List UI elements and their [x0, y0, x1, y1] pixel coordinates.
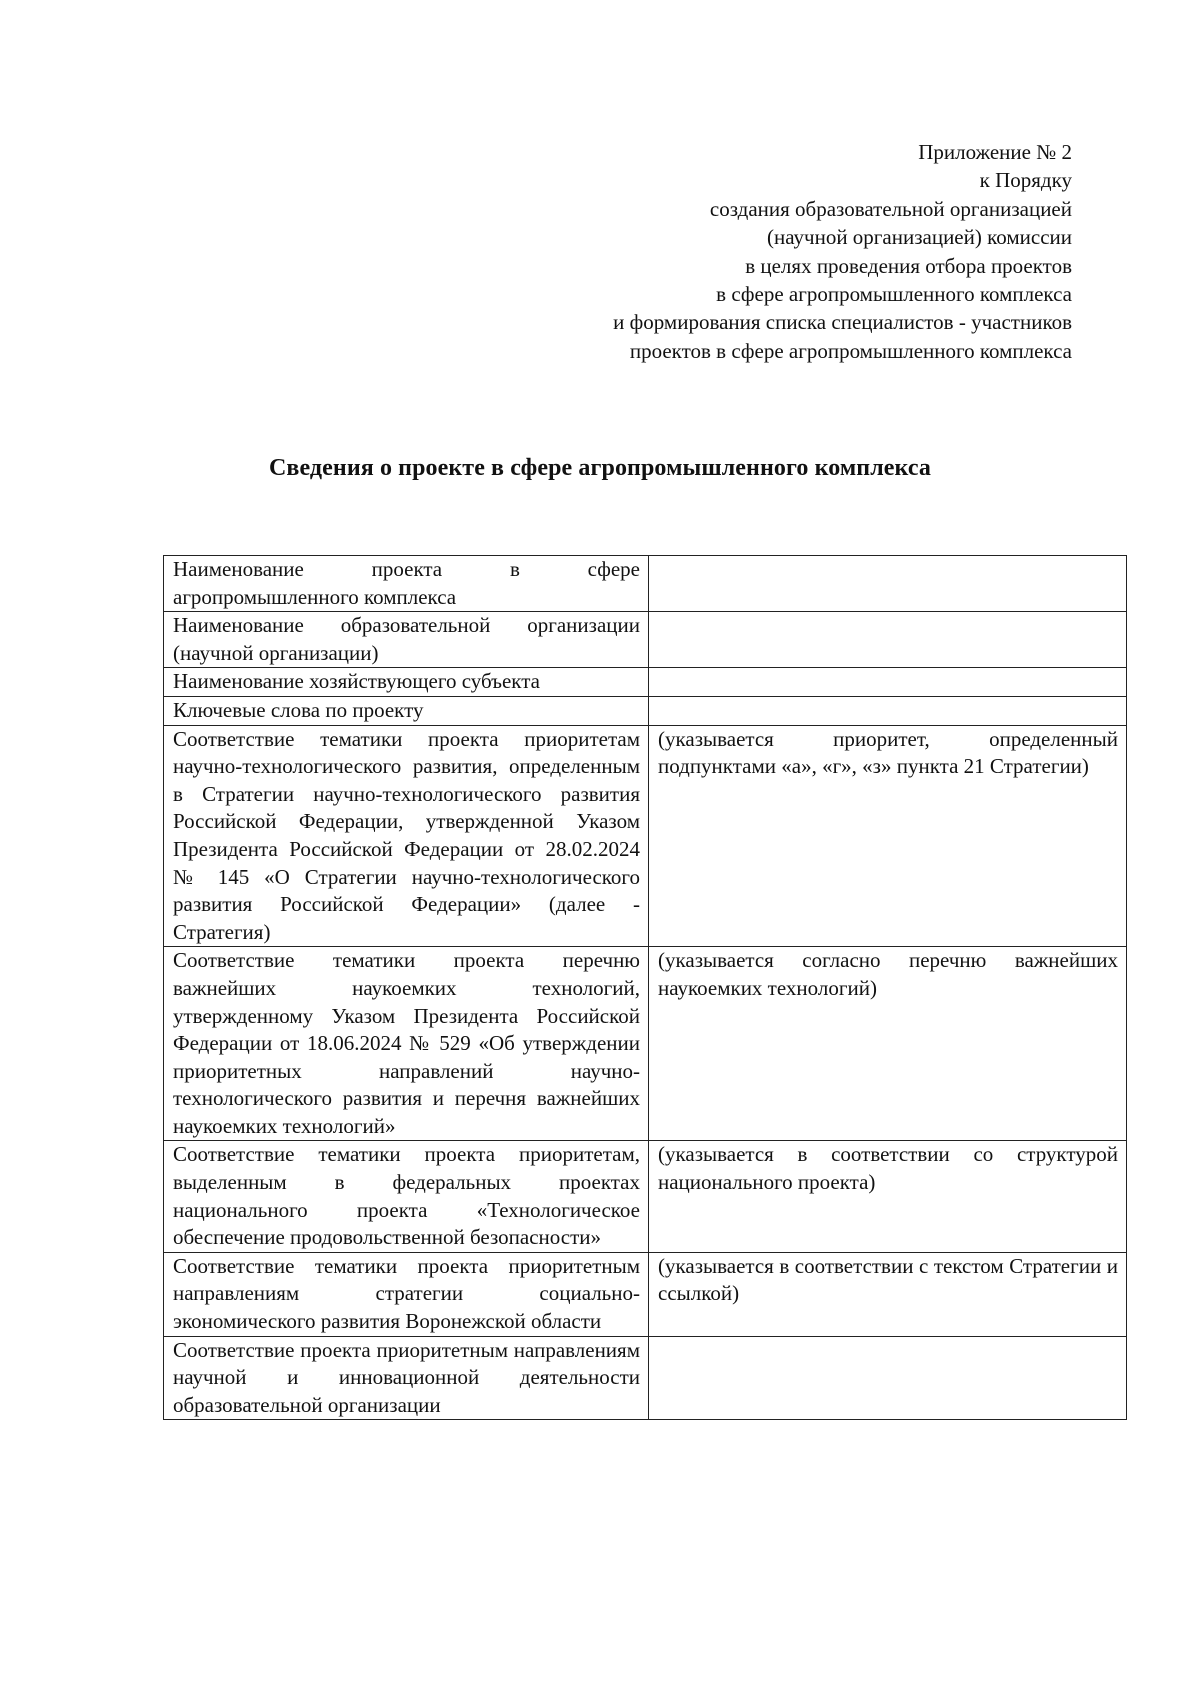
row-value: (указывается согласно перечню важнейших наукоемких технологий) — [658, 948, 1118, 1000]
row-label-cell — [164, 1252, 649, 1336]
row-value-cell — [649, 556, 1127, 612]
header-line: создания образовательной организацией — [709, 196, 1072, 221]
row-label-cell — [164, 696, 649, 725]
table-row — [164, 612, 1127, 668]
document-title: Сведения о проекте в сфере агропромышленного комплекса — [268, 455, 932, 481]
row-value: (указывается в соответствии со структурой национального проекта) — [658, 1142, 1118, 1195]
row-label: Соответствие тематики проекта приоритетам научно-технологического развития, определенным в Стратегии научно-технологического развития Российской Федерации, утвержденной Указом Президента Российской Федерации от 28.02.2024 № 145 «О Стратегии научно-технологического развития Российской Федерации» (далее - Стратегия) — [173, 726, 640, 944]
row-label: Наименование образовательной организации (научной организации) — [173, 613, 640, 665]
row-label: Соответствие тематики проекта приоритетам, выделенным в федеральных проектах национального проекта «Технологическое обеспечение продовольственной безопасности» — [173, 1142, 640, 1250]
row-label-cell — [164, 1141, 649, 1252]
row-label-cell — [164, 668, 649, 697]
row-value-cell — [649, 1252, 1127, 1336]
appendix-header — [452, 138, 1072, 365]
table-row — [164, 1141, 1127, 1252]
row-label: Соответствие тематики проекта приоритетным направлениям стратегии социально-экономического развития Воронежской области — [173, 1253, 640, 1334]
row-value-cell — [649, 725, 1127, 947]
row-value: (указывается в соответствии с текстом Стратегии и ссылкой) — [658, 1253, 1118, 1306]
row-label: Соответствие проекта приоритетным направлениям научной и инновационной деятельности образовательной организации — [173, 1337, 640, 1417]
row-value-cell — [649, 696, 1127, 725]
header-line: к Порядку — [979, 168, 1072, 193]
row-label: Соответствие тематики проекта перечню важнейших наукоемких технологий, утвержденному Указом Президента Российской Федерации от 18.06.2024 № 529 «Об утверждении приоритетных направлений научно-технологического развития и перечня важнейших наукоемких технологий» — [173, 948, 640, 1138]
row-value-cell — [649, 1336, 1127, 1420]
row-label: Ключевые слова по проекту — [173, 697, 424, 722]
row-label: Наименование проекта в сфере агропромышленного комплекса — [173, 557, 640, 609]
row-label-cell — [164, 556, 649, 612]
row-label-cell — [164, 612, 649, 668]
header-line: Приложение № 2 — [918, 140, 1072, 164]
row-label-cell — [164, 947, 649, 1141]
row-label: Наименование хозяйствующего субъекта — [173, 669, 540, 694]
project-info-table — [163, 555, 1127, 1420]
table-row — [164, 1252, 1127, 1336]
row-value-cell — [649, 668, 1127, 697]
table-row — [164, 725, 1127, 947]
row-value-cell — [649, 612, 1127, 668]
table-row — [164, 947, 1127, 1141]
row-label-cell — [164, 725, 649, 947]
row-value-cell — [649, 947, 1127, 1141]
row-value: (указывается приоритет, определенный подпунктами «а», «г», «з» пункта 21 Стратегии) — [658, 726, 1118, 779]
table-row — [164, 1336, 1127, 1420]
header-line: проектов в сфере агропромышленного комплекса — [629, 338, 1072, 363]
header-line: в целях проведения отбора проектов — [745, 253, 1072, 278]
header-line: в сфере агропромышленного комплекса — [716, 282, 1072, 307]
header-line: и формирования списка специалистов - участников — [613, 310, 1072, 335]
table-row — [164, 668, 1127, 697]
table-row — [164, 696, 1127, 725]
row-value-cell — [649, 1141, 1127, 1252]
table-row — [164, 556, 1127, 612]
header-line: (научной организацией) комиссии — [767, 225, 1072, 250]
row-label-cell — [164, 1336, 649, 1420]
